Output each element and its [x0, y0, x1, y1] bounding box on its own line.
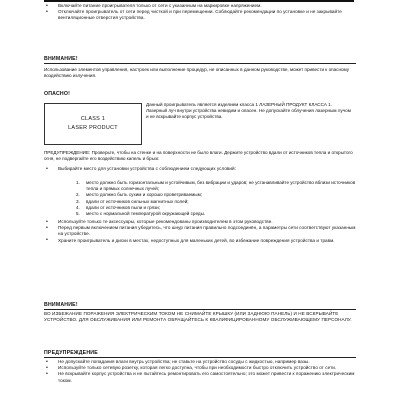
precaution-bullet-list [44, 359, 356, 384]
warning-paragraph: ПРЕДУПРЕЖДЕНИЕ: Проверьте, чтобы на стенке и на поверхности не было влаги. Держите устройство вдали от источников тепла и открытого огня, не подвергайте его воздействию капель и брызг. [44, 150, 353, 162]
list-item: • Используйте только те аксессуары, которые рекомендованы производителем в этом руководстве. [44, 219, 356, 225]
list-item: • Отключайте проигрыватель от сети перед чисткой и при перемещении. Соблюдайте рекомендации по установке и не закрывайте вентиляционные отверстия устройства. [44, 9, 356, 21]
list-item: • Используйте только сетевую розетку, которая легко доступна, чтобы при необходимости быстро отключить устройство от сети. [44, 365, 356, 371]
list-item: • Выбирайте место для установки устройства с соблюдением следующих условий: [44, 166, 356, 172]
caution-paragraph: ВО ИЗБЕЖАНИЕ ПОРАЖЕНИЯ ЭЛЕКТРИЧЕСКИМ ТОКОМ НЕ СНИМАЙТЕ КРЫШКУ (ИЛИ ЗАДНЮЮ ПАНЕЛЬ) И НЕ ВСКРЫВАЙТЕ УСТРОЙСТВО. ДЛЯ ОБСЛУЖИВАНИЯ ИЛИ РЕМОНТА ОБРАЩАЙТЕСЬ К КВАЛИФИЦИРОВАННОМУ ОБСЛУЖИВАЮЩЕМУ ПЕРСОНАЛУ. [44, 311, 352, 323]
list-item: • Не допускайте попадания влаги внутрь устройства; не ставьте на устройство сосуды с жидкостью, например вазы. [44, 359, 356, 365]
caution-heading: ВНИМАНИЕ! [44, 302, 78, 308]
attention-heading: ВНИМАНИЕ! [44, 56, 78, 62]
list-item: 5. место с нормальной температурой окружающей среды. [76, 211, 206, 217]
list-item: • Включайте питание проигрывателя только от сети с указанным на маркировке напряжением. [44, 3, 356, 9]
list-item: 3. вдали от источников сильных магнитных полей; [76, 198, 189, 204]
list-item: • Не вскрывайте корпус устройства и не пытайтесь ремонтировать его самостоятельно; это может привести к поражению электрическим током. [44, 371, 356, 383]
list-item: 4. вдали от источников пыли и грязи; [76, 204, 160, 210]
install-intro-list [44, 166, 356, 172]
list-item: 1. место должно быть горизонтальным и устойчивым, без вибрации и ударов; не устанавливайте устройство вблизи источников тепла и прямых солнечных лучей; [76, 180, 356, 192]
laser-label-line: CLASS 1 [80, 116, 106, 122]
attention-paragraph: Использование элементов управления, настроек или выполнение процедур, не описанных в данном руководстве, может привести к опасному воздействию излучения. [44, 67, 350, 79]
section-divider [44, 357, 356, 358]
list-item: • Храните проигрыватель и диски в местах, недоступных для маленьких детей, во избежание повреждения устройства и травм. [44, 238, 356, 244]
laser-class-label [44, 103, 142, 145]
top-bullet-list [44, 3, 356, 22]
section-divider [44, 63, 356, 64]
precautions-heading: ПРЕДУПРЕЖДЕНИЕ [44, 350, 98, 356]
top-rule [44, 0, 354, 2]
danger-heading: ОПАСНО! [44, 91, 71, 97]
section-divider [44, 309, 356, 310]
laser-label-line: LASER PRODUCT [68, 125, 118, 131]
laser-description: Данный проигрыватель является изделием класса 1 ЛАЗЕРНЫЙ ПРОДУКТ КЛАССА 1. Лазерный луч внутри устройства невидим и опасен. Не допускайте облучения лазерным лучом и не вскрывайте корпус устройства. [146, 102, 351, 120]
install-bullet-list [44, 219, 356, 244]
install-steps-list [76, 180, 356, 217]
list-item: • Перед первым включением питания убедитесь, что шнур питания правильно подсоединён, а параметры сети соответствуют указанным на устройстве. [44, 225, 356, 237]
list-item: 2. место должно быть сухим и хорошо проветриваемым; [76, 192, 203, 198]
